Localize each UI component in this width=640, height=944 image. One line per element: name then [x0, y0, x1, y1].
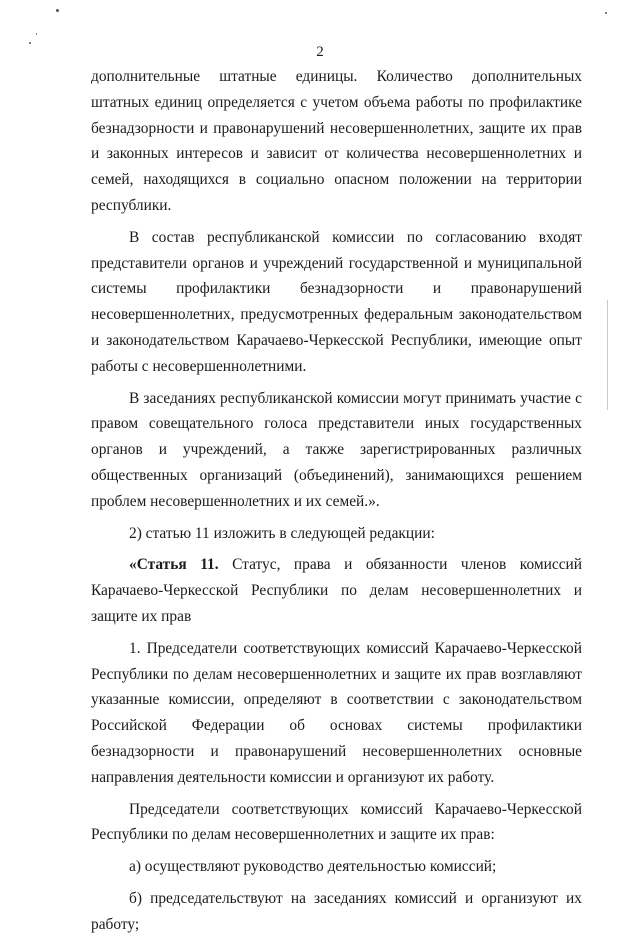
list-item-a: а) осуществляют руководство деятельностью комиссий;: [129, 858, 497, 876]
paragraph-continuation: дополнительные штатные единицы. Количество дополнительных штатных единиц определяется с учетом объема работы по профилактике безнадзорности и правонарушений несовершеннолетних, защите их прав и законных интересов и зависит от количества несовершеннолетних и семей, находящихся в социально опасном положении на территории республики.: [91, 68, 582, 214]
document-body: [91, 64, 582, 944]
page-number: 2: [316, 44, 324, 60]
article-title: Статус, права и обязанности членов комиссий Карачаево-Черкесской Республики по делам несовершеннолетних и защите их прав: [91, 556, 583, 625]
article-number: «Статья 11.: [129, 556, 219, 574]
paragraph-composition: В состав республиканской комиссии по согласованию входят представители органов и учреждений государственной и муниципальной системы профилактики безнадзорности и правонарушений несовершеннолетних, предусмотренных федеральным законодательством и законодательством Карачаево-Черкесской Республики, имеющие опыт работы с несовершеннолетними.: [91, 228, 582, 375]
paragraph-amendment: 2) статью 11 изложить в следующей редакции:: [129, 524, 435, 542]
paragraph-chairs: Председатели соответствующих комиссий Карачаево-Черкесской Республики по делам несовершеннолетних и защите их прав:: [91, 800, 582, 844]
article-heading: [91, 552, 582, 629]
paragraph-clause-1: 1. Председатели соответствующих комиссий Карачаево-Черкесской Республики по делам несовершеннолетних и защите их прав возглавляют указанные комиссии, определяют в соответствии с законодательством Российской Федерации об основах системы профилактики безнадзорности и правонарушений несовершеннолетних основные направления деятельности комиссии и организуют их работу.: [91, 639, 582, 786]
list-item-b: б) председательствуют на заседаниях комиссий и организуют их работу;: [91, 889, 582, 933]
scan-edge-line: [607, 300, 608, 410]
paragraph-meetings: В заседаниях республиканской комиссии могут принимать участие с правом совещательного голоса представители иных государственных органов и учреждений, а также зарегистрированных различных общественных организаций (объединений), занимающихся решением проблем несовершеннолетних и их семей.».: [91, 389, 582, 510]
